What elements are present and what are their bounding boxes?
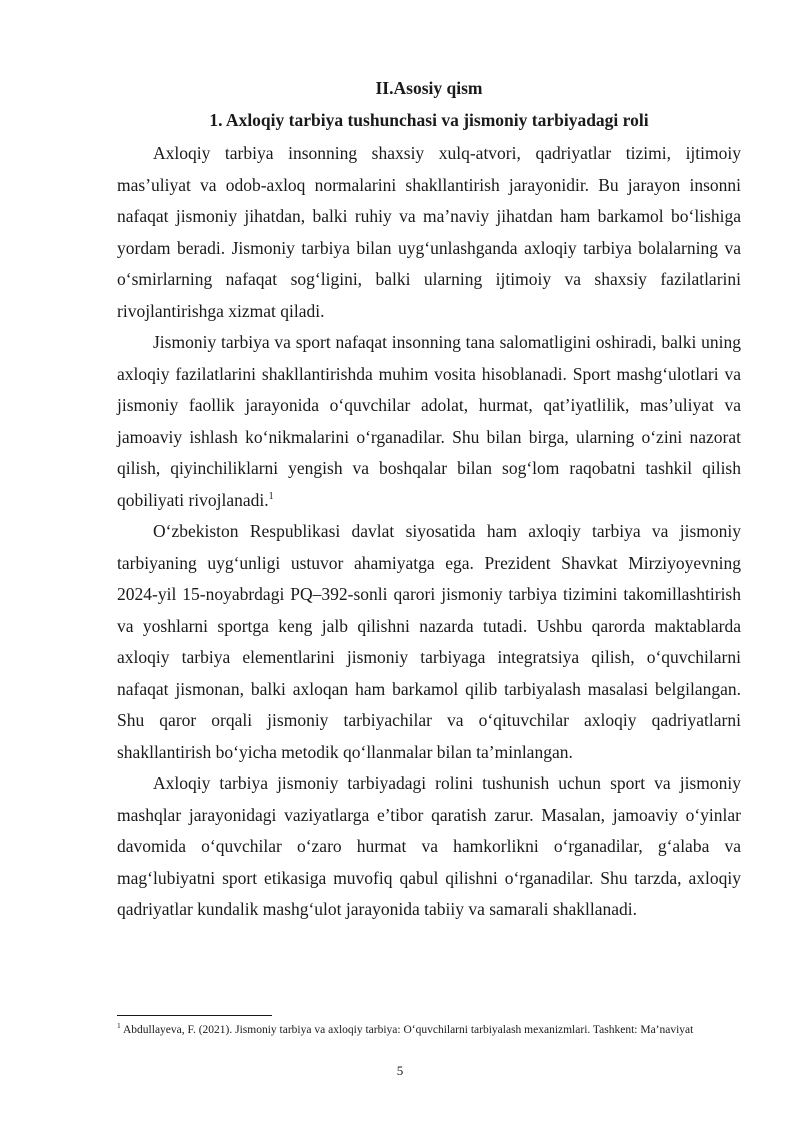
footnote-divider <box>117 1015 272 1016</box>
footnote-marker: 1 <box>117 1021 121 1031</box>
paragraph-4: Axloqiy tarbiya jismoniy tarbiyadagi rolini tushunish uchun sport va jismoniy mashqlar jarayonidagi vaziyatlarga e’tibor qaratish zarur. Masalan, jamoaviy o‘yinlar davomida o‘quvchilar o‘zaro hurmat va hamkorlikni o‘rganadilar, g‘alaba va mag‘lubiyatni sport etikasiga muvofiq qabul qilishni o‘rganadilar. Shu tarzda, axloqiy qadriyatlar kundalik mashg‘ulot jarayonida tabiiy va samarali shakllanadi. <box>117 773 741 919</box>
paragraph-2 <box>117 327 741 516</box>
footnote <box>117 1022 741 1039</box>
paragraph-2-text: Jismoniy tarbiya va sport nafaqat insonning tana salomatligini oshiradi, balki uning axloqiy fazilatlarini shakllantirishda muhim vosita hisoblanadi. Sport mashg‘ulotlari va jismoniy faollik jarayonida o‘quvchilar adolat, hurmat, qat’iyatlilik, mas’uliyat va jamoaviy ishlash ko‘nikmalarini o‘rganadilar. Shu bilan birga, ularning o‘zini nazorat qilish, qiyinchiliklarni yengish va boshqalar bilan sog‘lom raqobatni tashkil qilish qobiliyati rivojlanadi. <box>117 332 741 510</box>
paragraph-1: Axloqiy tarbiya insonning shaxsiy xulq-atvori, qadriyatlar tizimi, ijtimoiy mas’uliyat va odob-axloq normalarini shakllantirish jarayonidir. Bu jarayon insonni nafaqat jismoniy jihatdan, balki ruhiy va ma’naviy jihatdan ham barkamol bo‘lishiga yordam beradi. Jismoniy tarbiya bilan uyg‘unlashganda axloqiy tarbiya bolalarning va o‘smirlarning nafaqat sog‘ligini, balki ularning ijtimoiy va shaxsiy fazilatlarini rivojlantirishga xizmat qiladi. <box>117 143 741 321</box>
page-number: 5 <box>396 1063 404 1078</box>
page-body <box>117 74 741 926</box>
paragraph-3: O‘zbekiston Respublikasi davlat siyosatida ham axloqiy tarbiya va jismoniy tarbiyaning uyg‘unligi ustuvor ahamiyatga ega. Prezident Shavkat Mirziyoyevning 2024-yil 15-noyabrdagi PQ–392-sonli qarori jismoniy tarbiya tizimini takomillashtirish va yoshlarni sportga keng jalb qilishni nazarda tutadi. Ushbu qarorda maktablarda axloqiy tarbiya elementlarini jismoniy tarbiyaga integratsiya qilish, o‘quvchilarni nafaqat jismonan, balki axloqan ham barkamol qilib tarbiyalash masalasi belgilangan. Shu qaror orqali jismoniy tarbiyachilar va o‘qituvchilar axloqiy qadriyatlarni shakllantirish bo‘yicha metodik qo‘llanmalar bilan ta’minlangan. <box>117 521 741 762</box>
subsection-title: 1. Axloqiy tarbiya tushunchasi va jismoniy tarbiyadagi roli <box>209 110 649 130</box>
footnote-reference[interactable]: 1 <box>268 490 274 502</box>
section-title: II.Asosiy qism <box>375 78 483 98</box>
footnote-text: Abdullayeva, F. (2021). Jismoniy tarbiya va axloqiy tarbiya: O‘quvchilarni tarbiyalash mexanizmlari. Tashkent: Ma’naviyat <box>123 1024 694 1036</box>
